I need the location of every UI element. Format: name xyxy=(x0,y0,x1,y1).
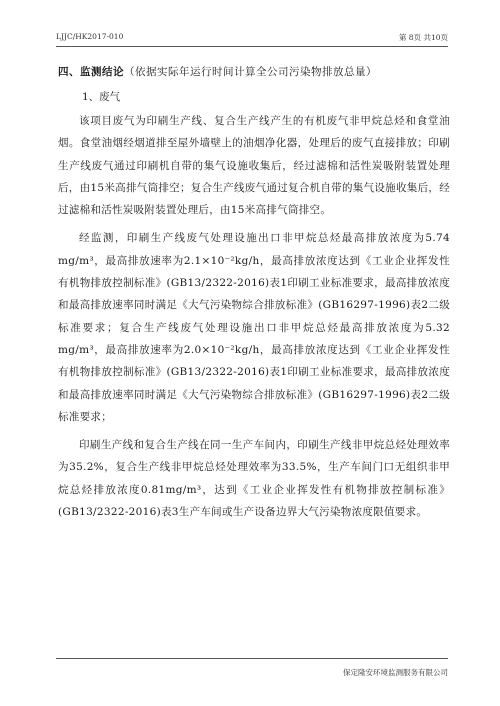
section-title-text: 四、监测结论 xyxy=(58,66,124,78)
page-footer xyxy=(56,658,448,677)
page-info: 第 8页 共10页 xyxy=(398,33,448,42)
section-title-note: （依据实际年运行时间计算全公司污染物排放总量） xyxy=(124,66,377,78)
paragraph-waste-gas-sources: 该项目废气为印刷生产线、复合生产线产生的有机废气非甲烷总烃和食堂油烟。食堂油烟经烟道排至屋外墙壁上的油烟净化器，处理后的废气直接排放；印刷生产线废气通过印刷机自带的集气设施收集后，经过滤棉和活性炭吸附装置处理后，由15米高排气筒排空；复合生产线废气通过复合机自带的集气设施收集后，经过滤棉和活性炭吸附装置处理后，由15米高排气筒排空。 xyxy=(58,115,450,217)
paragraph-treatment-efficiency: 印刷生产线和复合生产线在同一生产车间内，印刷生产线非甲烷总烃处理效率为35.2%，复合生产线非甲烷总烃处理效率为33.5%，生产车间门口无组织非甲烷总烃排放浓度0.81mg/m³，达到《工业企业挥发性有机物排放控制标准》(GB13/2322-2016)表3生产车间或生产设备边界大气污染物浓度限值要求。 xyxy=(58,439,450,519)
section-title xyxy=(58,64,450,79)
page-header xyxy=(56,30,448,47)
doc-number: LJJC/HK2017-010 xyxy=(56,32,124,41)
subsection-title: 1、废气 xyxy=(82,91,121,103)
company-name: 保定隆安环境监测服务有限公司 xyxy=(343,668,448,677)
paragraph-monitoring-results: 经监测，印刷生产线废气处理设施出口非甲烷总烃最高排放浓度为5.74 mg/m³，最高排放速率为2.1×10⁻²kg/h，最高排放浓度达到《工业企业挥发性有机物排放控制标准》(GB13/2322-2016)表1印刷工业标准要求，最高排放浓度和最高排放速率同时满足《大气污染物综合排放标准》(GB16297-1996)表2二级标准要求；复合生产线废气处理设施出口非甲烷总烃最高排放浓度为5.32 mg/m³，最高排放速率为2.0×10⁻²kg/h，最高排放浓度达到《工业企业挥发性有机物排放控制标准》(GB13/2322-2016)表1印刷工业标准要求，最高排放浓度和最高排放速率同时满足《大气污染物综合排放标准》(GB16297-1996)表2二级标准要求； xyxy=(58,232,450,423)
page-content xyxy=(58,64,450,529)
